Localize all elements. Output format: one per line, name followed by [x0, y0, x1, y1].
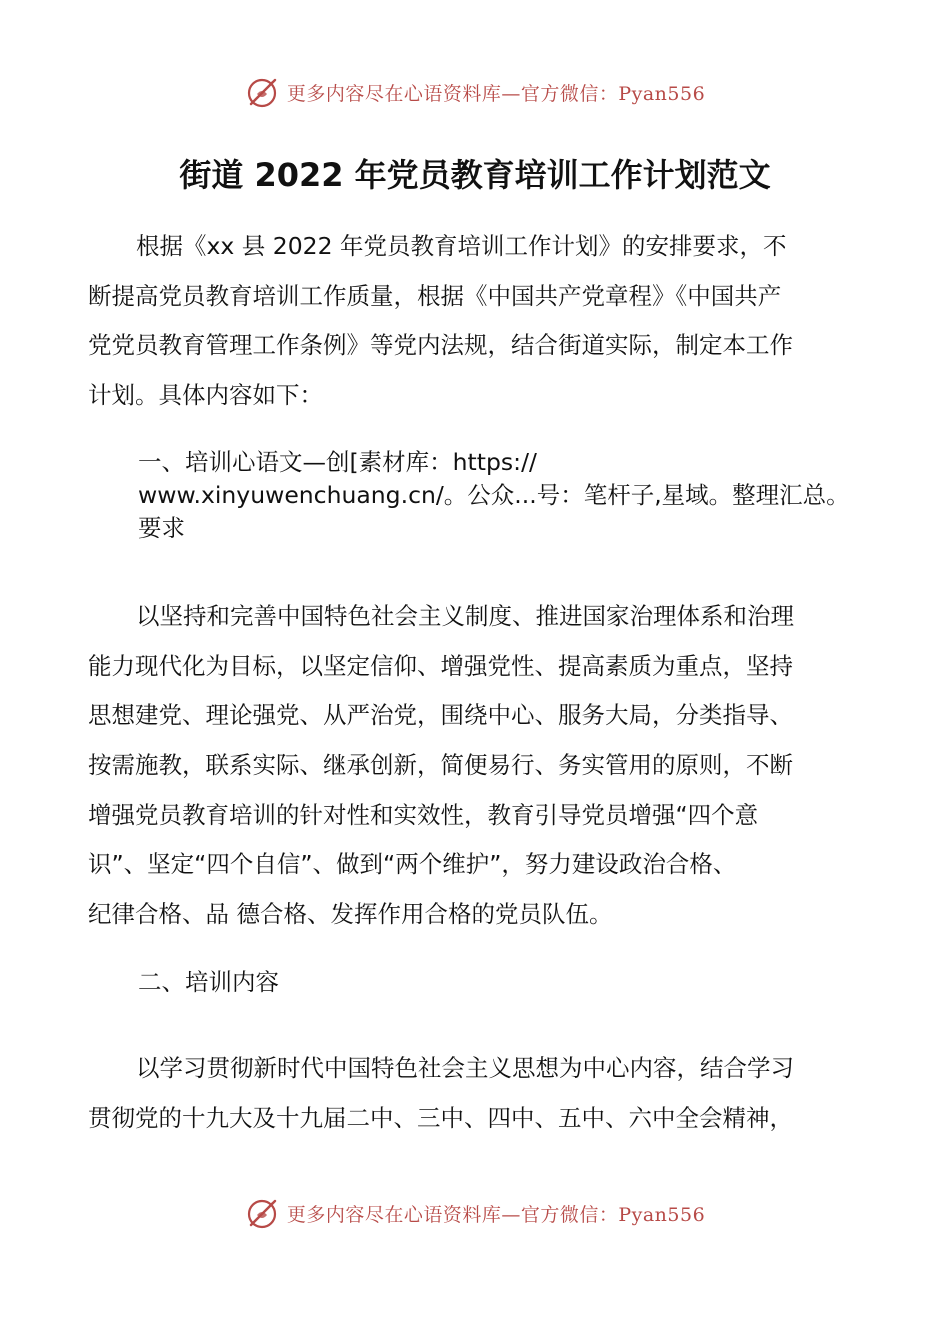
- document-title: 街道 2022 年党员教育培训工作计划范文: [179, 156, 771, 194]
- heading-line: 要求: [138, 514, 185, 542]
- paragraph-line: 以坚持和完善中国特色社会主义制度、推进国家治理体系和治理: [136, 602, 794, 630]
- section-2-paragraph: [88, 1044, 866, 1143]
- paragraph-line: 贯彻党的十九大及十九届二中、三中、四中、五中、六中全会精神，: [88, 1103, 793, 1132]
- paragraph-line: 增强党员教育培训的针对性和实效性，教育引导党员增强“四个意: [88, 800, 759, 829]
- section-2-heading: 二、培训内容: [138, 968, 279, 996]
- paragraph-line: 识”、坚定“四个自信”、做到“两个维护”，努力建设政治合格、: [88, 850, 737, 879]
- heading-line: 一、培训心语文—创[素材库：https://: [138, 448, 537, 476]
- paragraph-line: 能力现代化为目标，以坚定信仰、增强党性、提高素质为重点，坚持: [88, 651, 793, 680]
- section-1-heading: [138, 446, 850, 545]
- paragraph-line: 断提高党员教育培训工作质量，根据《中国共产党章程》《中国共产: [88, 281, 782, 310]
- paragraph-line: 计划。具体内容如下：: [88, 381, 323, 410]
- paragraph-line: 思想建党、理论强党、从严治党，围绕中心、服务大局，分类指导、: [88, 701, 793, 730]
- section-1-paragraph: [88, 592, 866, 940]
- paragraph-line: 根据《xx 县 2022 年党员教育培训工作计划》的安排要求，不: [136, 232, 787, 260]
- heading-line: www.xinyuwenchuang.cn/。公众...号：笔杆子,星域。整理汇总。: [138, 481, 850, 509]
- paragraph-line: 以学习贯彻新时代中国特色社会主义思想为中心内容，结合学习: [136, 1054, 794, 1082]
- quill-pen-seal-icon: [245, 74, 281, 110]
- header-banner: [0, 72, 950, 112]
- paragraph-line: 按需施教，联系实际、继承创新，简便易行、务实管用的原则，不断: [88, 751, 793, 780]
- footer-banner: [0, 1193, 950, 1233]
- banner-text: 更多内容尽在心语资料库—官方微信：Pyan556: [286, 1203, 706, 1226]
- intro-paragraph: [88, 222, 866, 421]
- paragraph-line: 党党员教育管理工作条例》等党内法规，结合街道实际，制定本工作: [88, 331, 793, 360]
- paragraph-line: 纪律合格、品 德合格、发挥作用合格的党员队伍。: [88, 900, 613, 929]
- quill-pen-seal-icon: [245, 1195, 281, 1231]
- banner-text: 更多内容尽在心语资料库—官方微信：Pyan556: [286, 82, 706, 105]
